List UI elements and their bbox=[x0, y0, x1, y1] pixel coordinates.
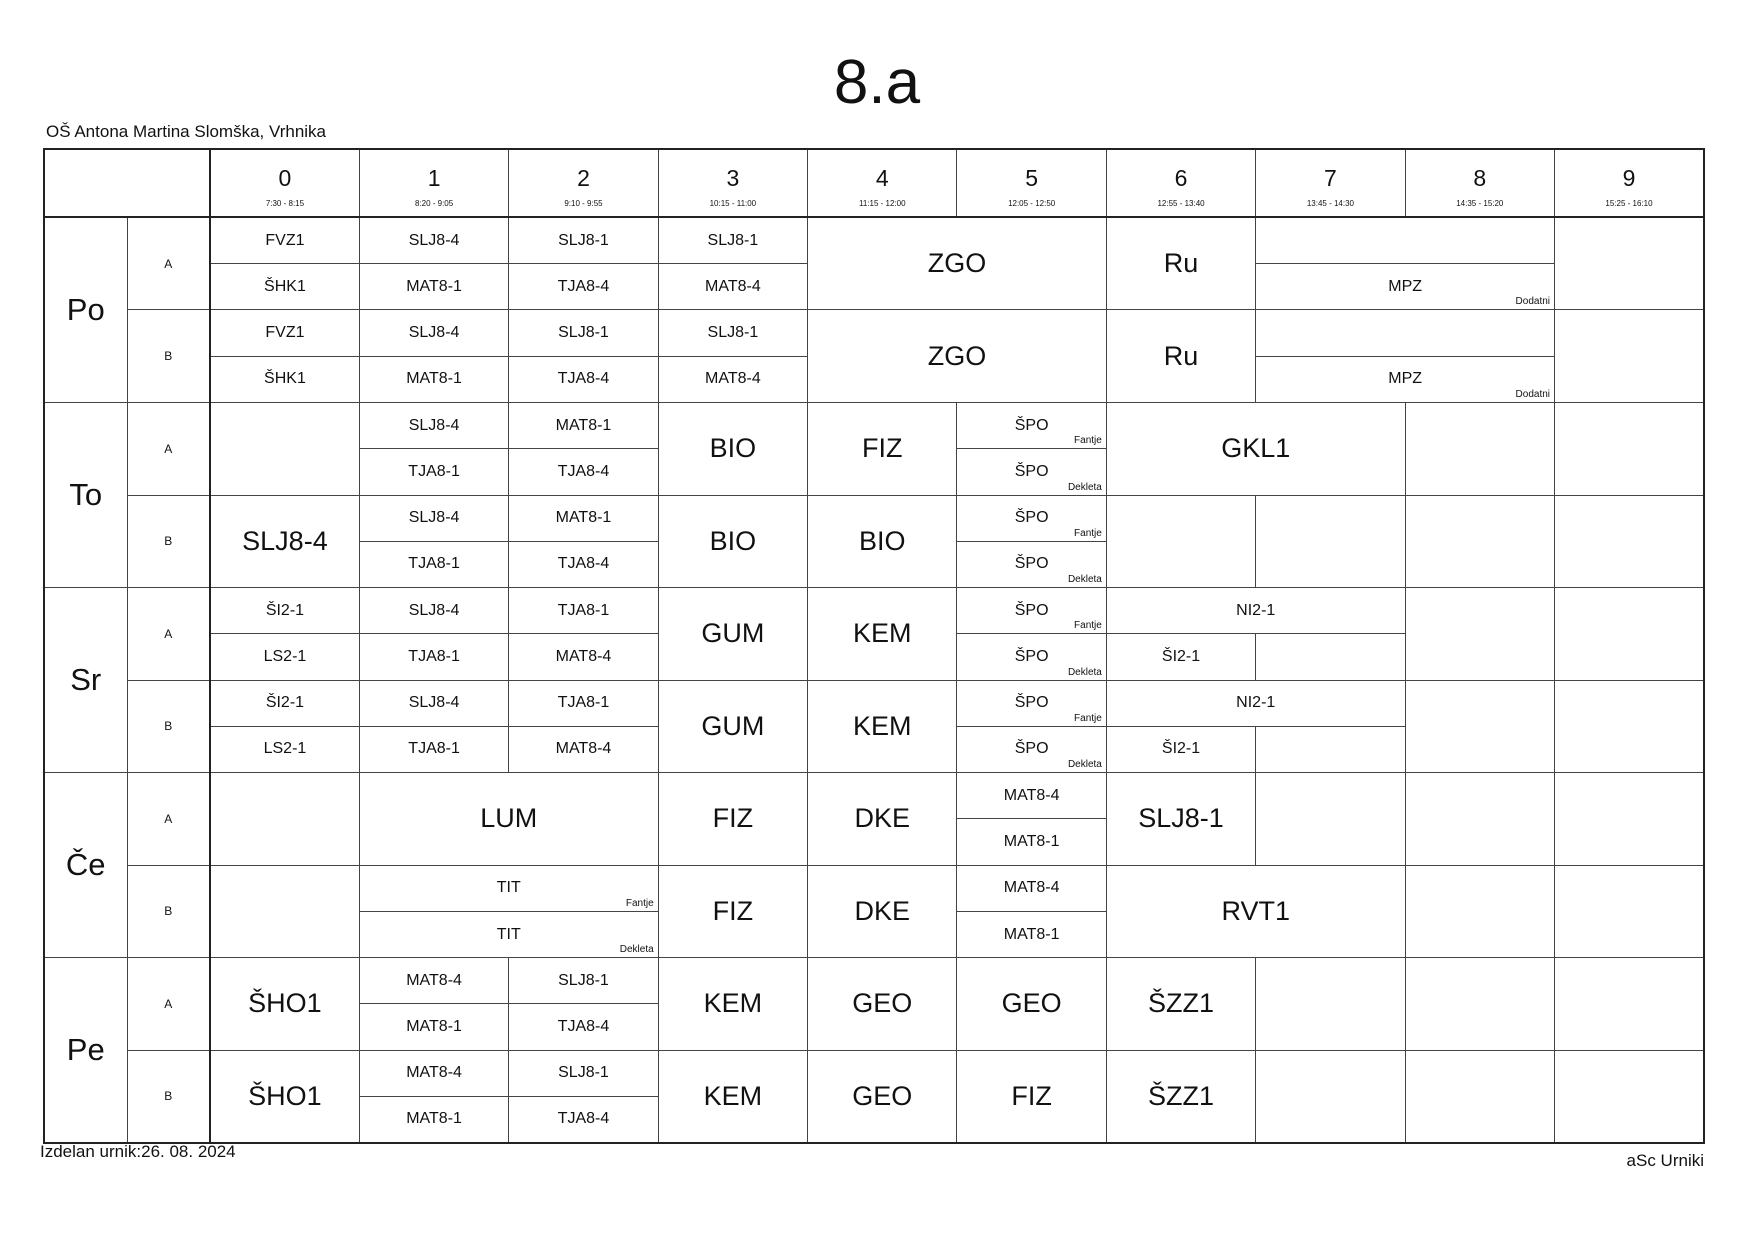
lesson-cell: SLJ8-1 bbox=[509, 310, 658, 356]
week-label-b: B bbox=[127, 865, 210, 958]
week-label-a: A bbox=[127, 773, 210, 866]
day-label-ce: Če bbox=[44, 773, 127, 958]
empty-cell bbox=[1405, 402, 1554, 495]
lesson-cell: SLJ8-4 bbox=[359, 402, 508, 448]
lesson-cell: SLJ8-1 bbox=[658, 217, 807, 263]
lesson-cell: FIZ bbox=[957, 1050, 1106, 1143]
period-3-header: 3 10:15 - 11:00 bbox=[658, 149, 807, 217]
lesson-cell: TJA8-4 bbox=[509, 1004, 658, 1050]
lesson-cell: FVZ1 bbox=[210, 310, 359, 356]
empty-cell bbox=[1555, 588, 1704, 681]
lesson-cell: SLJ8-1 bbox=[509, 1050, 658, 1096]
lesson-cell: ŠPO Fantje bbox=[957, 402, 1106, 448]
lesson-cell: SLJ8-4 bbox=[359, 680, 508, 726]
note-dekleta: Dekleta bbox=[619, 944, 654, 956]
lesson-cell: MAT8-4 bbox=[957, 865, 1106, 911]
empty-cell bbox=[1256, 310, 1555, 356]
lesson-cell: Ru bbox=[1106, 217, 1255, 310]
empty-cell bbox=[210, 402, 359, 495]
week-label-b: B bbox=[127, 310, 210, 403]
lesson-cell: TJA8-1 bbox=[359, 634, 508, 680]
school-name: OŠ Antona Martina Slomška, Vrhnika bbox=[46, 122, 327, 141]
lesson-cell: ŠHK1 bbox=[210, 264, 359, 310]
note-dodatni: Dodatni bbox=[1515, 296, 1551, 308]
lesson-cell: SLJ8-4 bbox=[359, 495, 508, 541]
lesson-cell: KEM bbox=[808, 588, 957, 681]
period-8-header: 8 14:35 - 15:20 bbox=[1405, 149, 1554, 217]
lesson-cell: ZGO bbox=[808, 310, 1107, 403]
empty-cell bbox=[1405, 865, 1554, 958]
note-dodatni: Dodatni bbox=[1515, 388, 1551, 400]
lesson-cell: MPZ Dodatni bbox=[1256, 356, 1555, 402]
lesson-cell: ŠPO Dekleta bbox=[957, 541, 1106, 587]
lesson-cell: SLJ8-4 bbox=[210, 495, 359, 588]
lesson-cell: TJA8-4 bbox=[509, 541, 658, 587]
created-date: Izdelan urnik:26. 08. 2024 bbox=[40, 1142, 236, 1161]
lesson-cell: TJA8-1 bbox=[359, 541, 508, 587]
note-fantje: Fantje bbox=[1074, 527, 1102, 539]
lesson-cell: SLJ8-4 bbox=[359, 588, 508, 634]
period-6-header: 6 12:55 - 13:40 bbox=[1106, 149, 1255, 217]
empty-cell bbox=[1555, 958, 1704, 1051]
lesson-cell: TIT Fantje bbox=[359, 865, 658, 911]
lesson-cell: SLJ8-1 bbox=[509, 958, 658, 1004]
lesson-cell: ŠPO Dekleta bbox=[957, 634, 1106, 680]
lesson-cell: DKE bbox=[808, 773, 957, 866]
lesson-cell: MAT8-4 bbox=[509, 726, 658, 772]
period-7-header: 7 13:45 - 14:30 bbox=[1256, 149, 1405, 217]
empty-cell bbox=[1256, 773, 1405, 866]
lesson-cell: TJA8-1 bbox=[359, 449, 508, 495]
empty-cell bbox=[1256, 726, 1405, 772]
lesson-cell: MAT8-1 bbox=[957, 911, 1106, 957]
lesson-cell: DKE bbox=[808, 865, 957, 958]
lesson-cell: ŠPO Dekleta bbox=[957, 726, 1106, 772]
empty-cell bbox=[1405, 495, 1554, 588]
lesson-cell: LUM bbox=[359, 773, 658, 866]
week-label-b: B bbox=[127, 680, 210, 773]
lesson-cell: GEO bbox=[808, 1050, 957, 1143]
corner-cell bbox=[44, 149, 210, 217]
empty-cell bbox=[1555, 1050, 1704, 1143]
empty-cell bbox=[210, 865, 359, 958]
period-9-header: 9 15:25 - 16:10 bbox=[1555, 149, 1704, 217]
empty-cell bbox=[1256, 958, 1405, 1051]
lesson-cell: NI2-1 bbox=[1106, 588, 1405, 634]
lesson-cell: MAT8-4 bbox=[359, 1050, 508, 1096]
lesson-cell: TJA8-4 bbox=[509, 264, 658, 310]
lesson-cell: FVZ1 bbox=[210, 217, 359, 263]
lesson-cell: FIZ bbox=[658, 773, 807, 866]
note-dekleta: Dekleta bbox=[1067, 759, 1102, 771]
note-dekleta: Dekleta bbox=[1067, 481, 1102, 493]
week-label-a: A bbox=[127, 588, 210, 681]
lesson-cell: BIO bbox=[658, 402, 807, 495]
lesson-cell: FIZ bbox=[658, 865, 807, 958]
lesson-cell: NI2-1 bbox=[1106, 680, 1405, 726]
lesson-cell: Ru bbox=[1106, 310, 1255, 403]
period-1-header: 1 8:20 - 9:05 bbox=[359, 149, 508, 217]
lesson-cell: ŠI2-1 bbox=[210, 588, 359, 634]
empty-cell bbox=[1405, 958, 1554, 1051]
day-label-pe: Pe bbox=[44, 958, 127, 1143]
empty-cell bbox=[1555, 680, 1704, 773]
period-5-header: 5 12:05 - 12:50 bbox=[957, 149, 1106, 217]
note-fantje: Fantje bbox=[1074, 712, 1102, 724]
lesson-cell: LS2-1 bbox=[210, 726, 359, 772]
empty-cell bbox=[1256, 495, 1405, 588]
empty-cell bbox=[1405, 773, 1554, 866]
lesson-cell: SLJ8-1 bbox=[1106, 773, 1255, 866]
day-label-to: To bbox=[44, 402, 127, 587]
lesson-cell: KEM bbox=[808, 680, 957, 773]
lesson-cell: ŠZZ1 bbox=[1106, 958, 1255, 1051]
lesson-cell: GUM bbox=[658, 588, 807, 681]
lesson-cell: KEM bbox=[658, 958, 807, 1051]
empty-cell bbox=[1405, 1050, 1554, 1143]
week-label-a: A bbox=[127, 217, 210, 310]
lesson-cell: TJA8-1 bbox=[509, 680, 658, 726]
week-label-b: B bbox=[127, 1050, 210, 1143]
lesson-cell: MAT8-1 bbox=[957, 819, 1106, 865]
lesson-cell: ZGO bbox=[808, 217, 1107, 310]
note-fantje: Fantje bbox=[1074, 435, 1102, 447]
lesson-cell: ŠPO Dekleta bbox=[957, 449, 1106, 495]
empty-cell bbox=[1405, 588, 1554, 681]
lesson-cell: GEO bbox=[808, 958, 957, 1051]
lesson-cell: RVT1 bbox=[1106, 865, 1405, 958]
lesson-cell: MAT8-4 bbox=[658, 356, 807, 402]
lesson-cell: TJA8-4 bbox=[509, 449, 658, 495]
software-brand: aSc Urniki bbox=[1626, 1151, 1704, 1170]
period-0-header: 0 7:30 - 8:15 bbox=[210, 149, 359, 217]
lesson-cell: SLJ8-4 bbox=[359, 217, 508, 263]
lesson-cell: MAT8-4 bbox=[957, 773, 1106, 819]
day-label-sr: Sr bbox=[44, 588, 127, 773]
note-dekleta: Dekleta bbox=[1067, 574, 1102, 586]
note-dekleta: Dekleta bbox=[1067, 666, 1102, 678]
week-label-b: B bbox=[127, 495, 210, 588]
class-title: 8.a bbox=[833, 48, 921, 117]
lesson-cell: KEM bbox=[658, 1050, 807, 1143]
lesson-cell: ŠHK1 bbox=[210, 356, 359, 402]
lesson-cell: SLJ8-1 bbox=[509, 217, 658, 263]
empty-cell bbox=[1555, 217, 1704, 310]
empty-cell bbox=[1555, 495, 1704, 588]
period-4-header: 4 11:15 - 12:00 bbox=[808, 149, 957, 217]
lesson-cell: MAT8-1 bbox=[359, 1096, 508, 1143]
week-label-a: A bbox=[127, 402, 210, 495]
empty-cell bbox=[210, 773, 359, 866]
lesson-cell: BIO bbox=[658, 495, 807, 588]
day-label-po: Po bbox=[44, 217, 127, 402]
period-2-header: 2 9:10 - 9:55 bbox=[509, 149, 658, 217]
lesson-cell: ŠI2-1 bbox=[1106, 726, 1255, 772]
empty-cell bbox=[1256, 217, 1555, 263]
empty-cell bbox=[1106, 495, 1255, 588]
note-fantje: Fantje bbox=[1074, 620, 1102, 632]
empty-cell bbox=[1555, 402, 1704, 495]
empty-cell bbox=[1256, 1050, 1405, 1143]
lesson-cell: MAT8-1 bbox=[509, 495, 658, 541]
lesson-cell: MAT8-1 bbox=[359, 1004, 508, 1050]
lesson-cell: SLJ8-4 bbox=[359, 310, 508, 356]
lesson-cell: GKL1 bbox=[1106, 402, 1405, 495]
lesson-cell: ŠHO1 bbox=[210, 958, 359, 1051]
lesson-cell: TJA8-4 bbox=[509, 1096, 658, 1143]
empty-cell bbox=[1405, 680, 1554, 773]
lesson-cell: GEO bbox=[957, 958, 1106, 1051]
lesson-cell: MAT8-1 bbox=[509, 402, 658, 448]
lesson-cell: ŠPO Fantje bbox=[957, 680, 1106, 726]
empty-cell bbox=[1256, 634, 1405, 680]
lesson-cell: TIT Dekleta bbox=[359, 911, 658, 957]
lesson-cell: GUM bbox=[658, 680, 807, 773]
lesson-cell: MPZ Dodatni bbox=[1256, 264, 1555, 310]
empty-cell bbox=[1555, 310, 1704, 403]
lesson-cell: ŠI2-1 bbox=[210, 680, 359, 726]
note-fantje: Fantje bbox=[625, 897, 654, 909]
lesson-cell: MAT8-4 bbox=[658, 264, 807, 310]
lesson-cell: TJA8-1 bbox=[509, 588, 658, 634]
empty-cell bbox=[1555, 865, 1704, 958]
week-label-a: A bbox=[127, 958, 210, 1051]
lesson-cell: MAT8-1 bbox=[359, 356, 508, 402]
lesson-cell: SLJ8-1 bbox=[658, 310, 807, 356]
timetable bbox=[43, 148, 1705, 1144]
lesson-cell: ŠPO Fantje bbox=[957, 588, 1106, 634]
lesson-cell: FIZ bbox=[808, 402, 957, 495]
lesson-cell: TJA8-1 bbox=[359, 726, 508, 772]
lesson-cell: MAT8-4 bbox=[509, 634, 658, 680]
lesson-cell: MAT8-4 bbox=[359, 958, 508, 1004]
lesson-cell: MAT8-1 bbox=[359, 264, 508, 310]
lesson-cell: LS2-1 bbox=[210, 634, 359, 680]
lesson-cell: ŠPO Fantje bbox=[957, 495, 1106, 541]
lesson-cell: TJA8-4 bbox=[509, 356, 658, 402]
empty-cell bbox=[1555, 773, 1704, 866]
lesson-cell: ŠHO1 bbox=[210, 1050, 359, 1143]
lesson-cell: ŠZZ1 bbox=[1106, 1050, 1255, 1143]
lesson-cell: BIO bbox=[808, 495, 957, 588]
lesson-cell: ŠI2-1 bbox=[1106, 634, 1255, 680]
